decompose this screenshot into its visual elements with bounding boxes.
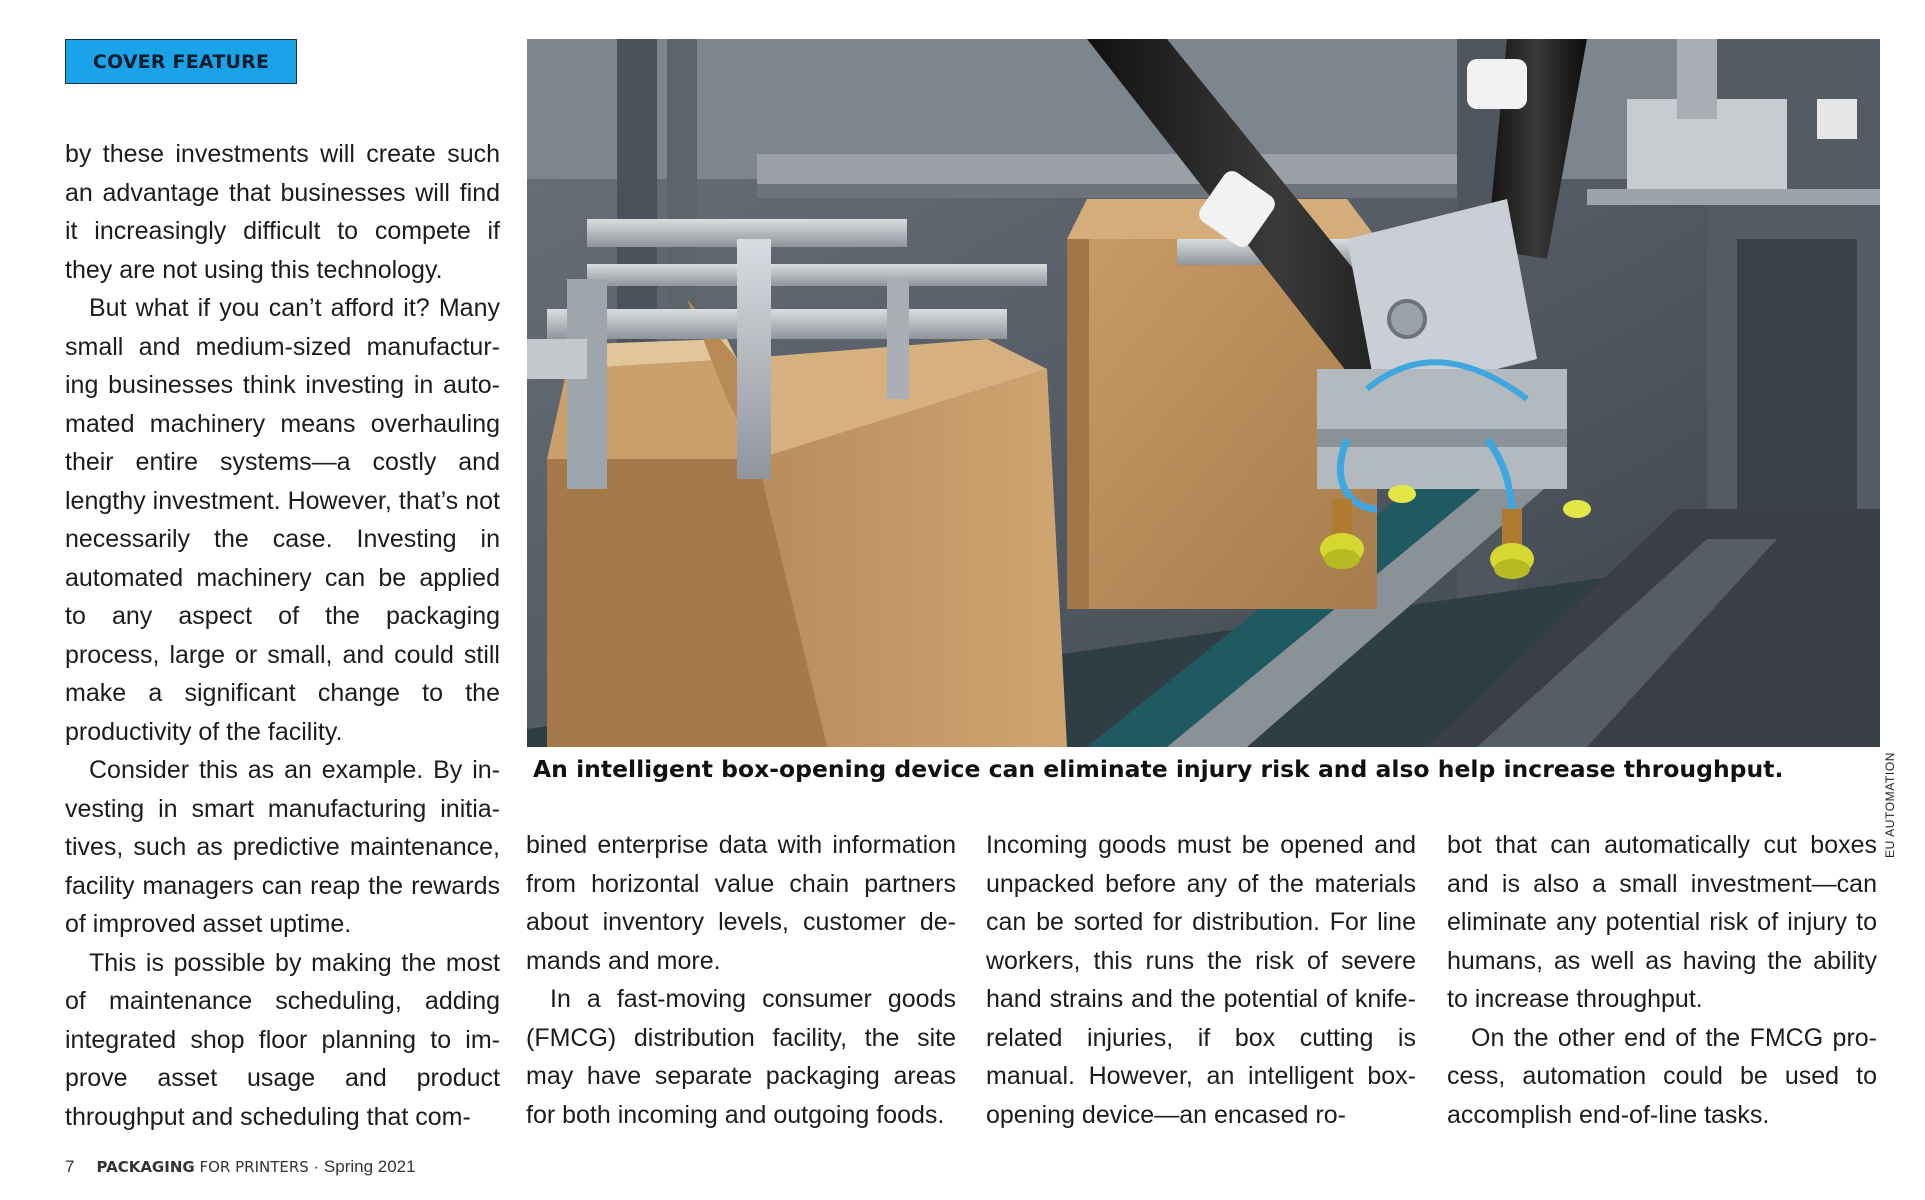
issue-date: · Spring 2021 xyxy=(308,1157,416,1176)
body-column-4 xyxy=(1447,826,1877,1134)
paragraph: bot that can automatically cut boxes and is also a small investment—can eliminate any potential risk of injury to humans, as well as having the ability to increase throughput. xyxy=(1447,831,1877,1013)
photo-credit-text: EU AUTOMATION xyxy=(1883,751,1897,858)
photo-credit xyxy=(1883,748,1897,858)
body-column-3 xyxy=(986,826,1416,1134)
paragraph: On the other end of the FMCG pro-cess, automation could be used to accomplish end-of-line tasks. xyxy=(1447,1023,1877,1129)
body-column-1 xyxy=(65,135,500,1136)
paragraph: bined enterprise data with information from horizontal value chain partners about inventory levels, customer de-mands and more. xyxy=(526,831,956,975)
feature-photo xyxy=(527,39,1880,747)
paragraph: In a fast-moving consumer goods (FMCG) distribution facility, the site may have separate packaging areas for both incoming and outgoing foods. xyxy=(526,985,956,1129)
paragraph: Incoming goods must be opened and unpacked before any of the materials can be sorted for distribution. For line workers, this runs the risk of severe hand strains and the potential of knife-related injuries, if box cutting is manual. However, an intelligent box-opening device—an encased ro- xyxy=(986,831,1416,1129)
magazine-name-bold: PACKAGING xyxy=(96,1158,195,1176)
paragraph: by these investments will create such an advantage that businesses will find it increasingly difficult to compete if they are not using this technology. xyxy=(65,140,500,284)
page-footer xyxy=(65,1157,416,1177)
magazine-name-rest: FOR PRINTERS xyxy=(194,1158,309,1176)
paragraph: Consider this as an example. By in-vesting in smart manufacturing initia-tives, such as predictive maintenance, facility managers can reap the rewards of improved asset uptime. xyxy=(65,756,500,938)
section-badge: COVER FEATURE xyxy=(65,39,297,84)
photo-caption: An intelligent box-opening device can eliminate injury risk and also help increase throughput. xyxy=(533,755,1784,783)
paragraph: This is possible by making the most of maintenance scheduling, adding integrated shop floor planning to im-prove asset usage and product throughput and scheduling that com- xyxy=(65,948,500,1131)
body-column-2 xyxy=(526,826,956,1134)
page-number: 7 xyxy=(65,1157,75,1176)
paragraph: But what if you can’t afford it? Many small and medium-sized manufactur-ing businesses think investing in auto-mated machinery means overhauling their entire systems—a costly and lengthy investment. However, that’s not necessarily the case. Investing in automated machinery can be applied to any aspect of the packaging process, large or small, and could still make a significant change to the productivity of the facility. xyxy=(65,294,500,746)
photo-conveyor-robot xyxy=(527,39,1880,747)
